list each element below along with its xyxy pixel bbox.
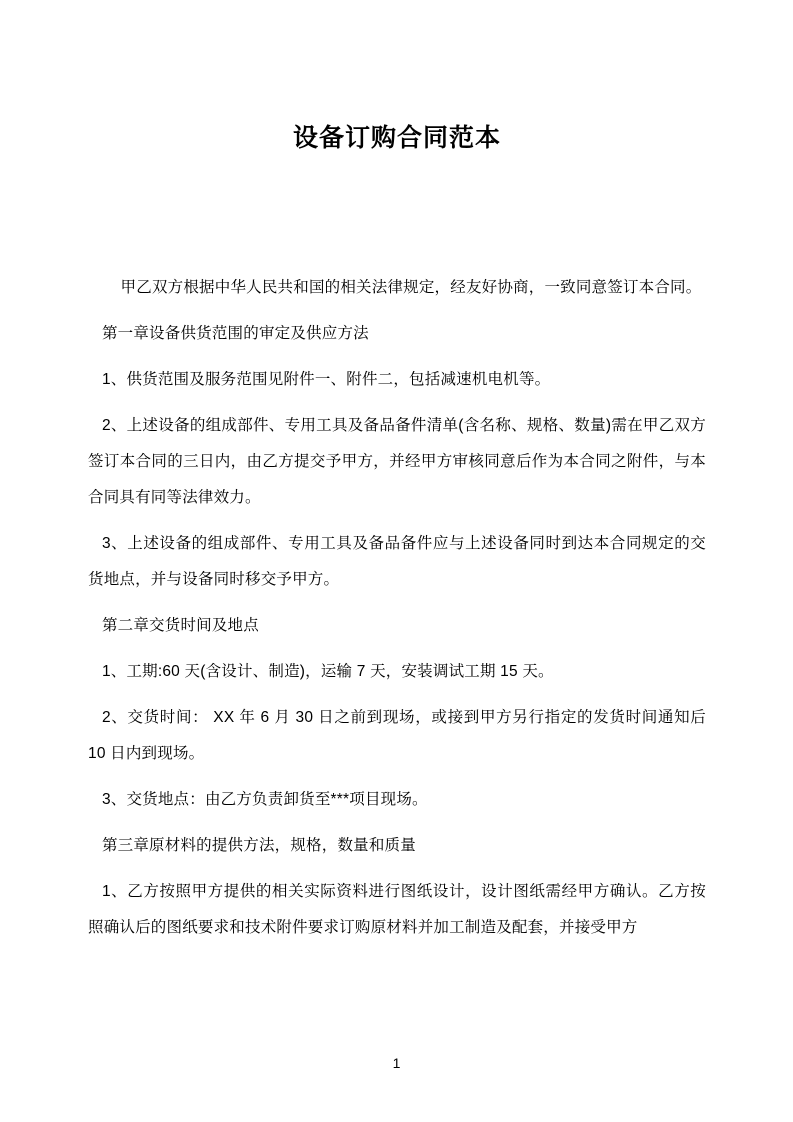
paragraph-spacer: [88, 690, 706, 700]
chapter-1-item-1: 1、供货范围及服务范围见附件一、附件二，包括减速机电机等。: [101, 371, 551, 388]
chapter-1-item-3: 3、上述设备的组成部件、专用工具及备品备件应与上述设备同时到达本合同规定的交货地点，并与设备同时移交予甲方。: [88, 535, 706, 588]
paragraph-spacer: [88, 772, 706, 782]
title-spacer: [88, 158, 706, 270]
chapter-2-item-3: 3、交货地点：由乙方负责卸货至***项目现场。: [101, 791, 428, 808]
page-title: 设备订购合同范本: [292, 124, 501, 152]
chapter-2-item-2: 2、交货时间： XX 年 6 月 30 日之前到现场，或接到甲方另行指定的发货时间通知后 10 日内到现场。: [88, 709, 706, 762]
chapter-1-item-2: 2、上述设备的组成部件、专用工具及备品备件清单(含名称、规格、数量)需在甲乙双方签订本合同的三日内，由乙方提交予甲方，并经甲方审核同意后作为本合同之附件，与本合同具有同等法律效力。: [88, 417, 706, 506]
paragraph-spacer: [88, 398, 706, 408]
paragraph-spacer: [88, 306, 706, 316]
paragraph-spacer: [88, 352, 706, 362]
document-body: [88, 118, 706, 946]
chapter-3-item-1: 1、乙方按照甲方提供的相关实际资料进行图纸设计，设计图纸需经甲方确认。乙方按照确认后的图纸要求和技术附件要求订购原材料并加工制造及配套，并接受甲方: [88, 883, 706, 936]
paragraph-spacer: [88, 598, 706, 608]
chapter-2-item-1: 1、工期:60 天(含设计、制造)，运输 7 天，安装调试工期 15 天。: [101, 663, 554, 680]
chapter-1-heading: 第一章设备供货范围的审定及供应方法: [101, 325, 369, 342]
paragraph-spacer: [88, 516, 706, 526]
paragraph-spacer: [88, 818, 706, 828]
chapter-3-heading: 第三章原材料的提供方法，规格，数量和质量: [101, 837, 416, 854]
page-number: 1: [392, 1055, 401, 1071]
paragraph-spacer: [88, 644, 706, 654]
chapter-2-heading: 第二章交货时间及地点: [101, 617, 259, 634]
paragraph-intro: 甲乙双方根据中华人民共和国的相关法律规定，经友好协商，一致同意签订本合同。: [120, 279, 702, 296]
paragraph-spacer: [88, 864, 706, 874]
